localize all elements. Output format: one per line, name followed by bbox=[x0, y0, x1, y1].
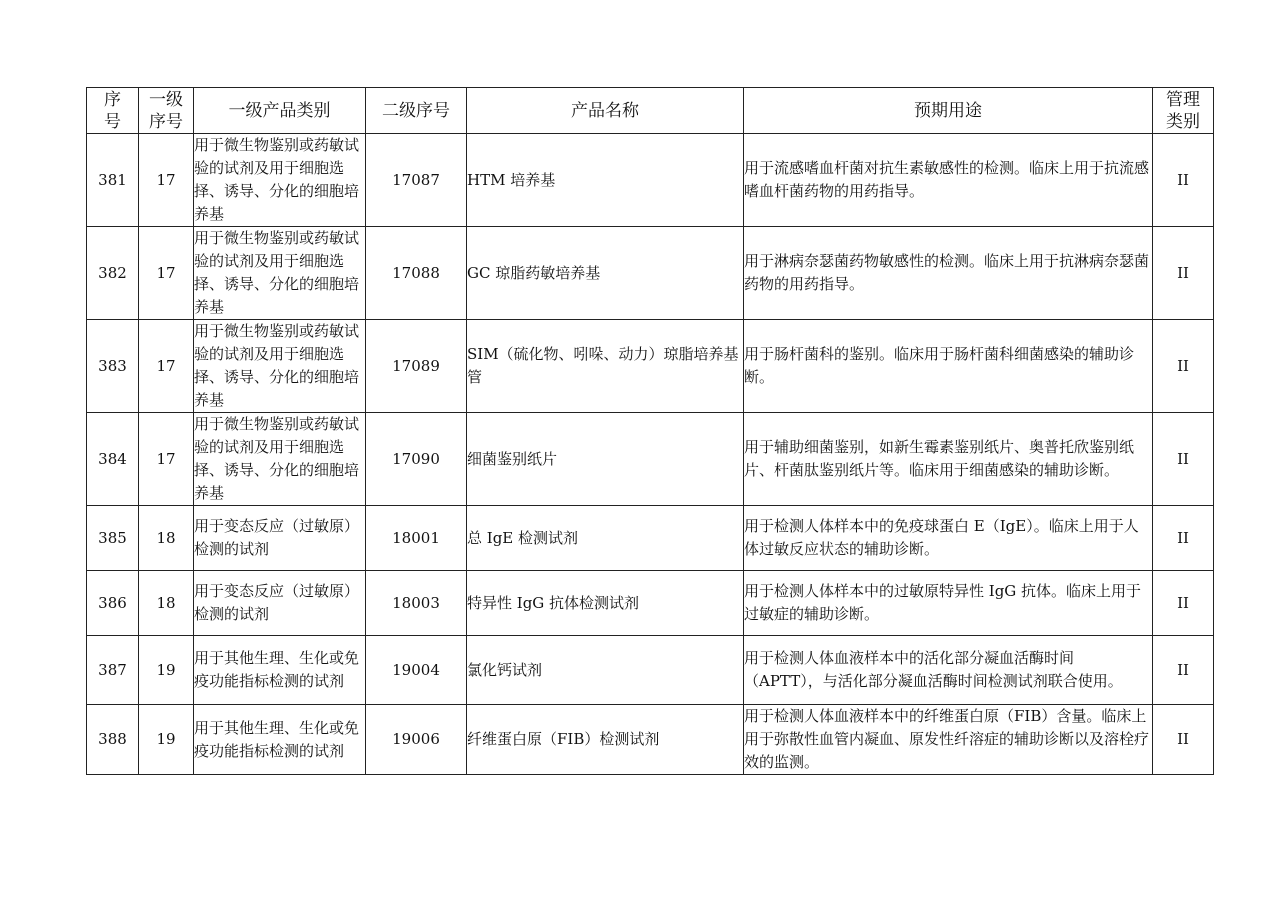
mgmt-class-cell: II bbox=[1153, 227, 1214, 320]
level2-seq-cell: 19004 bbox=[366, 636, 467, 705]
mgmt-class-cell: II bbox=[1153, 506, 1214, 571]
level1-seq-cell: 18 bbox=[139, 571, 194, 636]
mgmt-class-cell: II bbox=[1153, 636, 1214, 705]
category-cell: 用于变态反应（过敏原）检测的试剂 bbox=[194, 506, 366, 571]
table-row bbox=[87, 705, 1214, 775]
product-name-cell: 细菌鉴别纸片 bbox=[467, 413, 744, 506]
header-level2-seq: 二级序号 bbox=[366, 88, 467, 134]
product-name-cell: SIM（硫化物、吲哚、动力）琼脂培养基管 bbox=[467, 320, 744, 413]
seq-cell: 386 bbox=[87, 571, 139, 636]
intended-use-cell: 用于淋病奈瑟菌药物敏感性的检测。临床上用于抗淋病奈瑟菌药物的用药指导。 bbox=[744, 227, 1153, 320]
level2-seq-cell: 17089 bbox=[366, 320, 467, 413]
header-mgmt-class: 管理类别 bbox=[1153, 88, 1214, 134]
mgmt-class-cell: II bbox=[1153, 705, 1214, 775]
level1-seq-cell: 19 bbox=[139, 705, 194, 775]
level1-seq-cell: 17 bbox=[139, 227, 194, 320]
seq-cell: 388 bbox=[87, 705, 139, 775]
level1-seq-cell: 17 bbox=[139, 320, 194, 413]
catalog-table bbox=[86, 87, 1214, 775]
mgmt-class-cell: II bbox=[1153, 571, 1214, 636]
seq-cell: 385 bbox=[87, 506, 139, 571]
header-intended-use: 预期用途 bbox=[744, 88, 1153, 134]
seq-cell: 387 bbox=[87, 636, 139, 705]
mgmt-class-cell: II bbox=[1153, 320, 1214, 413]
header-seq: 序号 bbox=[87, 88, 139, 134]
level1-seq-cell: 17 bbox=[139, 413, 194, 506]
table-row bbox=[87, 636, 1214, 705]
table-row bbox=[87, 134, 1214, 227]
category-cell: 用于微生物鉴别或药敏试验的试剂及用于细胞选择、诱导、分化的细胞培养基 bbox=[194, 320, 366, 413]
category-cell: 用于微生物鉴别或药敏试验的试剂及用于细胞选择、诱导、分化的细胞培养基 bbox=[194, 413, 366, 506]
product-name-cell: 特异性 IgG 抗体检测试剂 bbox=[467, 571, 744, 636]
table-row bbox=[87, 320, 1214, 413]
seq-cell: 381 bbox=[87, 134, 139, 227]
seq-cell: 384 bbox=[87, 413, 139, 506]
intended-use-cell: 用于检测人体样本中的过敏原特异性 IgG 抗体。临床上用于过敏症的辅助诊断。 bbox=[744, 571, 1153, 636]
level1-seq-cell: 19 bbox=[139, 636, 194, 705]
category-cell: 用于变态反应（过敏原）检测的试剂 bbox=[194, 571, 366, 636]
product-name-cell: GC 琼脂药敏培养基 bbox=[467, 227, 744, 320]
level2-seq-cell: 19006 bbox=[366, 705, 467, 775]
header-row bbox=[87, 88, 1214, 134]
header-level1-category: 一级产品类别 bbox=[194, 88, 366, 134]
seq-cell: 382 bbox=[87, 227, 139, 320]
product-name-cell: 氯化钙试剂 bbox=[467, 636, 744, 705]
header-product-name: 产品名称 bbox=[467, 88, 744, 134]
table-row bbox=[87, 571, 1214, 636]
table-row bbox=[87, 413, 1214, 506]
level2-seq-cell: 18001 bbox=[366, 506, 467, 571]
intended-use-cell: 用于检测人体血液样本中的纤维蛋白原（FIB）含量。临床上用于弥散性血管内凝血、原发性纤溶症的辅助诊断以及溶栓疗效的监测。 bbox=[744, 705, 1153, 775]
table-row bbox=[87, 227, 1214, 320]
level1-seq-cell: 18 bbox=[139, 506, 194, 571]
intended-use-cell: 用于流感嗜血杆菌对抗生素敏感性的检测。临床上用于抗流感嗜血杆菌药物的用药指导。 bbox=[744, 134, 1153, 227]
category-cell: 用于微生物鉴别或药敏试验的试剂及用于细胞选择、诱导、分化的细胞培养基 bbox=[194, 134, 366, 227]
product-name-cell: 纤维蛋白原（FIB）检测试剂 bbox=[467, 705, 744, 775]
product-name-cell: HTM 培养基 bbox=[467, 134, 744, 227]
intended-use-cell: 用于检测人体样本中的免疫球蛋白 E（IgE）。临床上用于人体过敏反应状态的辅助诊断。 bbox=[744, 506, 1153, 571]
table-row bbox=[87, 506, 1214, 571]
level2-seq-cell: 18003 bbox=[366, 571, 467, 636]
level1-seq-cell: 17 bbox=[139, 134, 194, 227]
intended-use-cell: 用于检测人体血液样本中的活化部分凝血活酶时间（APTT），与活化部分凝血活酶时间检测试剂联合使用。 bbox=[744, 636, 1153, 705]
mgmt-class-cell: II bbox=[1153, 134, 1214, 227]
level2-seq-cell: 17088 bbox=[366, 227, 467, 320]
category-cell: 用于微生物鉴别或药敏试验的试剂及用于细胞选择、诱导、分化的细胞培养基 bbox=[194, 227, 366, 320]
intended-use-cell: 用于肠杆菌科的鉴别。临床用于肠杆菌科细菌感染的辅助诊断。 bbox=[744, 320, 1153, 413]
level2-seq-cell: 17087 bbox=[366, 134, 467, 227]
intended-use-cell: 用于辅助细菌鉴别，如新生霉素鉴别纸片、奥普托欣鉴别纸片、杆菌肽鉴别纸片等。临床用于细菌感染的辅助诊断。 bbox=[744, 413, 1153, 506]
seq-cell: 383 bbox=[87, 320, 139, 413]
product-name-cell: 总 IgE 检测试剂 bbox=[467, 506, 744, 571]
mgmt-class-cell: II bbox=[1153, 413, 1214, 506]
header-level1-seq: 一级序号 bbox=[139, 88, 194, 134]
category-cell: 用于其他生理、生化或免疫功能指标检测的试剂 bbox=[194, 636, 366, 705]
category-cell: 用于其他生理、生化或免疫功能指标检测的试剂 bbox=[194, 705, 366, 775]
level2-seq-cell: 17090 bbox=[366, 413, 467, 506]
